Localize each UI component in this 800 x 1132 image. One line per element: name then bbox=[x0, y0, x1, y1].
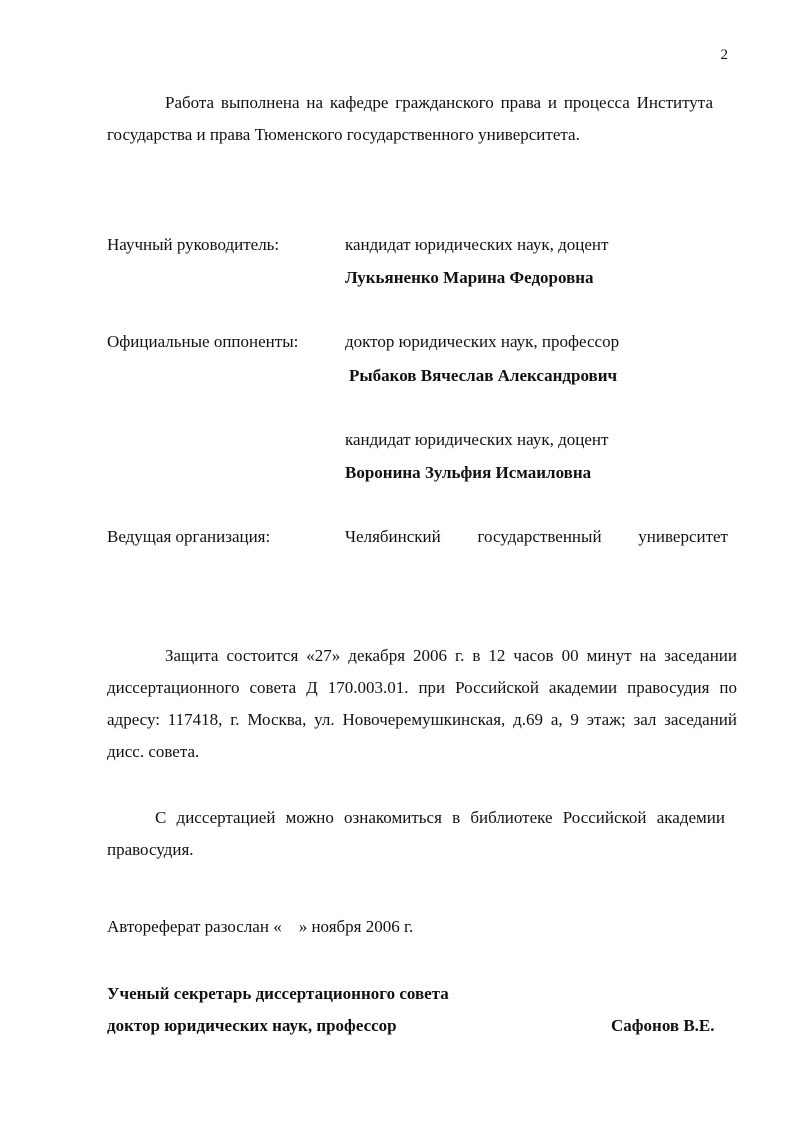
opponent-1-degree: доктор юридических наук, профессор bbox=[345, 332, 620, 351]
opponents-label: Официальные оппоненты: bbox=[107, 332, 299, 351]
defense-paragraph: Защита состоится «27» декабря 2006 г. в 12 часов 00 минут на заседании диссертационного совета Д 170.003.01. при Российской академии правосудия по адресу: 117418, г. Москва, ул. Новочеремушкинская, д.69 а, 9 этаж; зал заседаний дисс. совета. bbox=[107, 646, 737, 761]
opponent-2-name: Воронина Зульфия Исмаиловна bbox=[345, 463, 592, 482]
page-number: 2 bbox=[720, 47, 728, 63]
secretary-degree: доктор юридических наук, профессор bbox=[107, 1016, 397, 1035]
opponent-2-degree: кандидат юридических наук, доцент bbox=[345, 430, 609, 449]
supervisor-label: Научный руководитель: bbox=[107, 235, 280, 254]
opponent-1-name: Рыбаков Вячеслав Александрович bbox=[349, 366, 618, 385]
leading-org-label: Ведущая организация: bbox=[107, 527, 271, 546]
secretary-title: Ученый секретарь диссертационного совета bbox=[107, 984, 449, 1003]
abstract-sent-line: Автореферат разослан « » ноября 2006 г. bbox=[107, 917, 414, 936]
secretary-name: Сафонов В.Е. bbox=[611, 1016, 715, 1035]
supervisor-name: Лукьяненко Марина Федоровна bbox=[345, 268, 594, 287]
supervisor-degree: кандидат юридических наук, доцент bbox=[345, 235, 609, 254]
library-paragraph: С диссертацией можно ознакомиться в библиотеке Российской академии правосудия. bbox=[107, 808, 725, 859]
leading-org-value: Челябинский государственный университет bbox=[345, 527, 728, 546]
intro-paragraph: Работа выполнена на кафедре гражданского права и процесса Института государства и права Тюменского государственного университета. bbox=[107, 93, 713, 144]
